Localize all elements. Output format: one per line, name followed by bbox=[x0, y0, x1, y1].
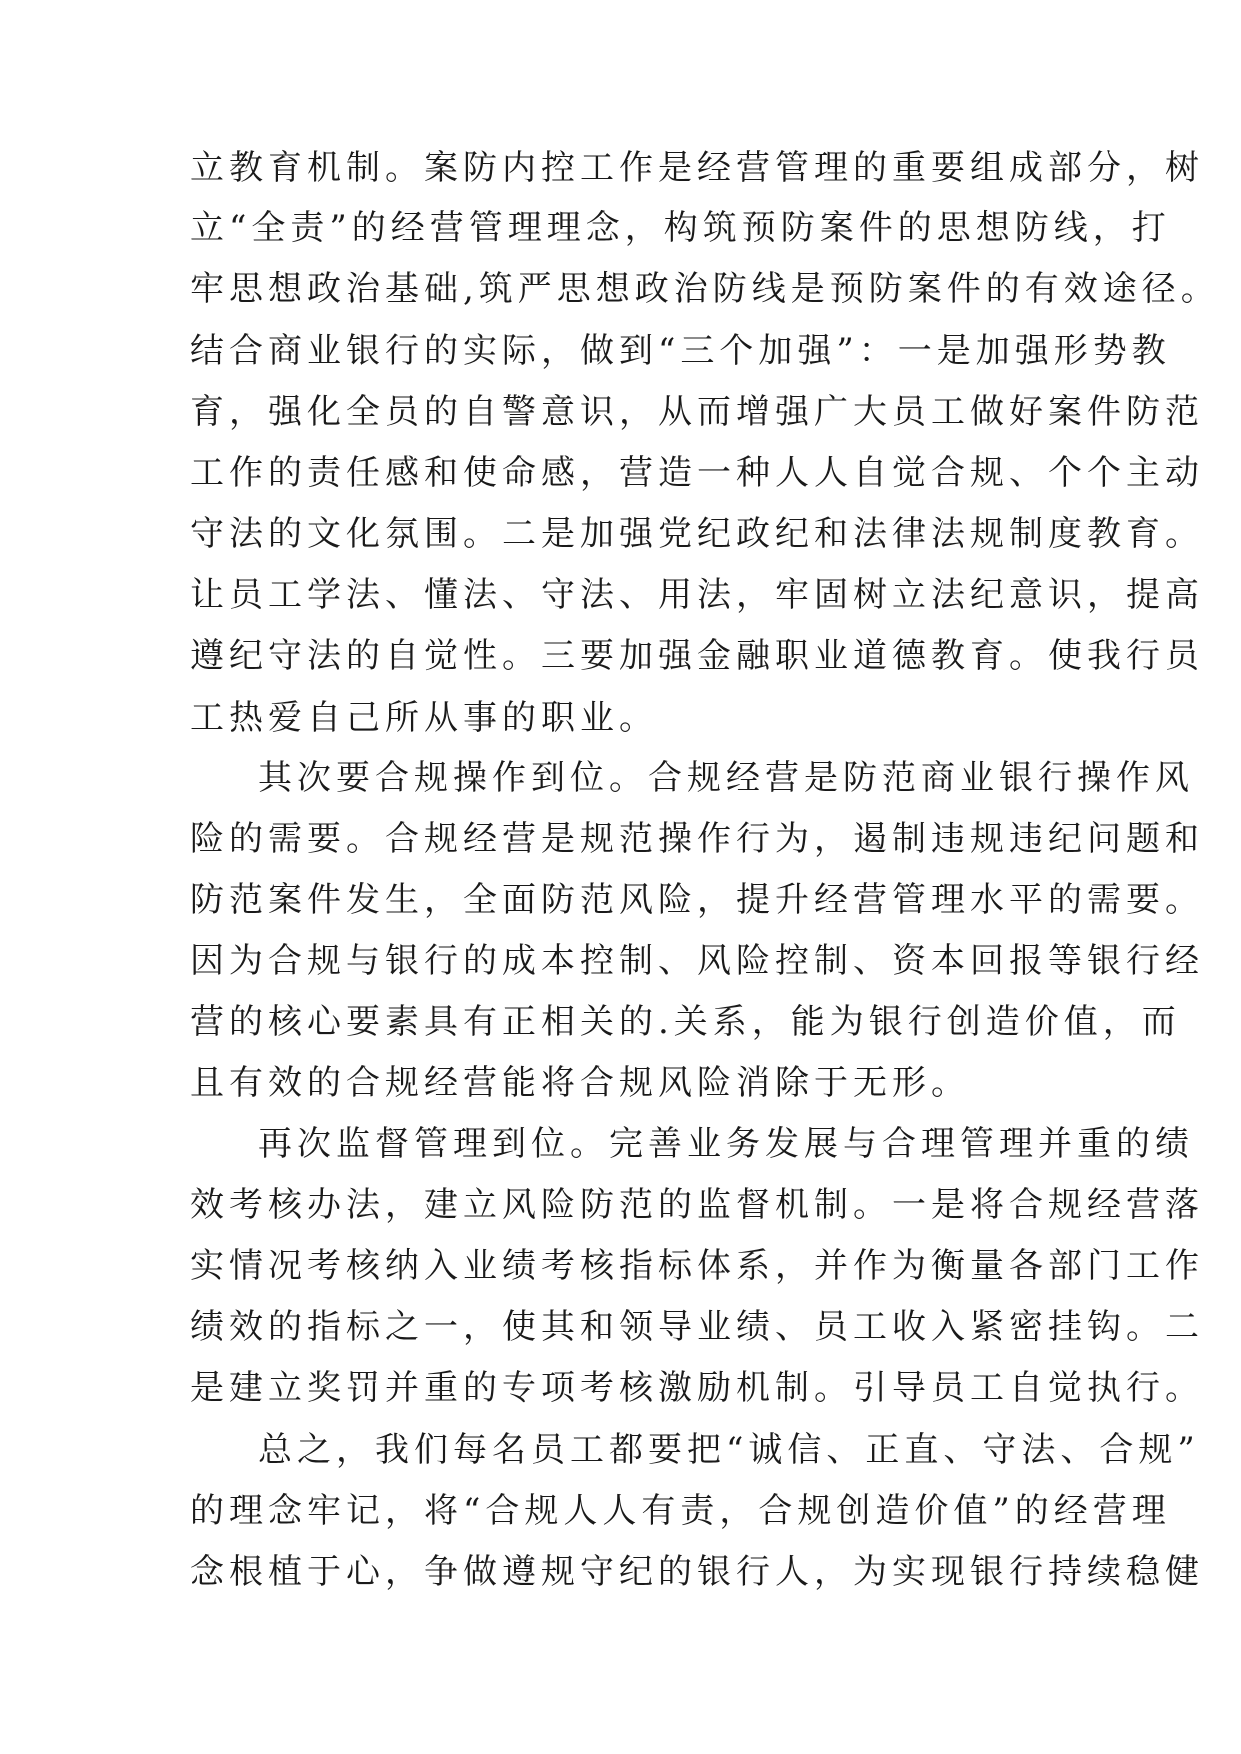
text-line: 工作的责任感和使命感，营造一种人人自觉合规、个个主动 bbox=[190, 453, 1204, 493]
text-line: 工热爱自己所从事的职业。 bbox=[190, 698, 658, 738]
text-line: 因为合规与银行的成本控制、风险控制、资本回报等银行经 bbox=[190, 941, 1204, 981]
text-line: 实情况考核纳入业绩考核指标体系，并作为衡量各部门工作 bbox=[190, 1246, 1204, 1286]
text-line: 且有效的合规经营能将合规风险消除于无形。 bbox=[190, 1063, 970, 1103]
text-line: 效考核办法，建立风险防范的监督机制。一是将合规经营落 bbox=[190, 1185, 1204, 1225]
text-line: 牢思想政治基础,筑严思想政治防线是预防案件的有效途径。 bbox=[190, 269, 1220, 309]
text-line: 的理念牢记，将“合规人人有责，合规创造价值”的经营理 bbox=[190, 1491, 1171, 1531]
paragraph-first-line: 其次要合规操作到位。合规经营是防范商业银行操作风 bbox=[258, 758, 1194, 798]
text-line: 守法的文化氛围。二是加强党纪政纪和法律法规制度教育。 bbox=[190, 514, 1204, 554]
text-line: 育，强化全员的自警意识，从而增强广大员工做好案件防范 bbox=[190, 392, 1204, 432]
text-line: 遵纪守法的自觉性。三要加强金融职业道德教育。使我行员 bbox=[190, 636, 1204, 676]
text-line: 绩效的指标之一，使其和领导业绩、员工收入紧密挂钩。二 bbox=[190, 1307, 1204, 1347]
text-line: 防范案件发生，全面防范风险，提升经营管理水平的需要。 bbox=[190, 880, 1204, 920]
text-line: 营的核心要素具有正相关的.关系，能为银行创造价值，而 bbox=[190, 1002, 1181, 1042]
text-line: 是建立奖罚并重的专项考核激励机制。引导员工自觉执行。 bbox=[190, 1368, 1204, 1408]
text-line: 立“全责”的经营管理理念，构筑预防案件的思想防线，打 bbox=[190, 208, 1171, 248]
text-line: 险的需要。合规经营是规范操作行为，遏制违规违纪问题和 bbox=[190, 819, 1204, 859]
paragraph-first-line: 再次监督管理到位。完善业务发展与合理管理并重的绩 bbox=[258, 1124, 1194, 1164]
text-line: 结合商业银行的实际，做到“三个加强”：一是加强形势教 bbox=[190, 331, 1171, 371]
text-line: 让员工学法、懂法、守法、用法，牢固树立法纪意识，提高 bbox=[190, 575, 1204, 615]
text-line: 立教育机制。案防内控工作是经营管理的重要组成部分，树 bbox=[190, 148, 1204, 188]
text-line: 念根植于心，争做遵规守纪的银行人，为实现银行持续稳健 bbox=[190, 1552, 1204, 1592]
paragraph-first-line: 总之，我们每名员工都要把“诚信、正直、守法、合规” bbox=[258, 1430, 1200, 1470]
